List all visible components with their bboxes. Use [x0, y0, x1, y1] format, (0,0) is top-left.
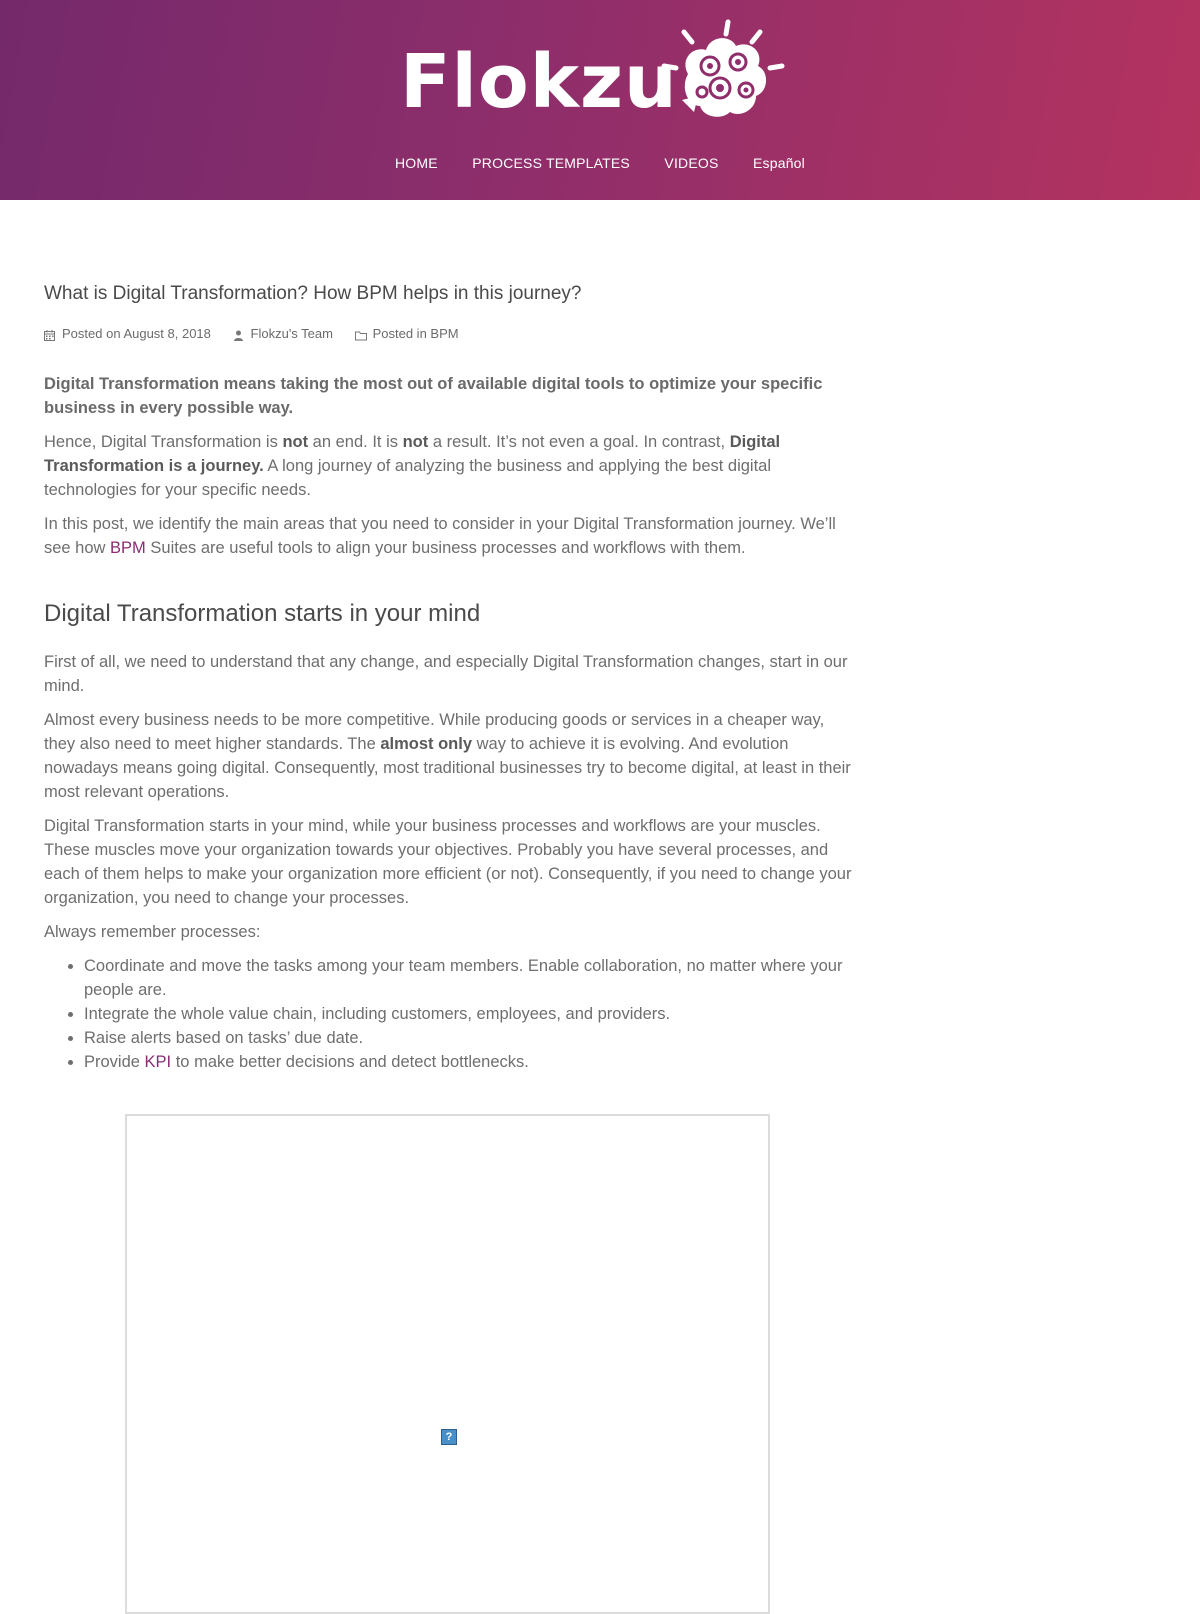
text-run: Hence, Digital Transformation is — [44, 433, 283, 451]
paragraph-competitive — [44, 708, 854, 804]
nav-videos[interactable]: VIDEOS — [664, 155, 719, 171]
bold-text: almost only — [380, 735, 473, 753]
nav-home[interactable]: HOME — [395, 155, 438, 171]
post-author[interactable]: Flokzu's Team — [250, 325, 333, 341]
section-heading: Digital Transformation starts in your mind — [44, 600, 481, 627]
bold-text: not — [402, 433, 429, 451]
text-run: In this post, we identify the main areas that you need to consider in your Digital Transformation journey. We’ll see how — [44, 515, 836, 557]
folder-icon — [355, 328, 366, 339]
list-item: • Integrate the whole value chain, including customers, employees, and providers. — [84, 1002, 854, 1026]
post-date[interactable]: Posted on August 8, 2018 — [62, 325, 211, 341]
text-run: to make better decisions and detect bottlenecks. — [171, 1053, 529, 1071]
text-run: Almost every business needs to be more competitive. While producing goods or services in a cheaper way, they also need to meet higher standards. The — [44, 711, 825, 753]
paragraph-journey — [44, 430, 854, 502]
post-lead: Digital Transformation means taking the most out of available digital tools to optimize your specific business in every possible way. — [44, 375, 823, 417]
bpm-link[interactable]: BPM — [110, 539, 146, 557]
text-run: Suites are useful tools to align your business processes and workflows with them. — [145, 539, 746, 557]
kpi-link[interactable]: KPI — [144, 1053, 172, 1071]
main-nav — [0, 150, 1200, 176]
bold-text: not — [282, 433, 309, 451]
paragraph-change: First of all, we need to understand that any change, and especially Digital Transformation changes, start in our mind. — [44, 653, 848, 695]
user-icon — [233, 328, 244, 339]
nav-language-espanol[interactable]: Español — [752, 155, 805, 171]
brain-gears-icon — [658, 16, 788, 124]
flokzu-logo[interactable] — [400, 16, 800, 126]
post-content — [44, 280, 854, 1084]
post-image-frame — [125, 1114, 770, 1614]
process-list — [84, 954, 854, 1074]
text-run: way to achieve it is evolving. And evolution nowadays means going digital. Consequently, most traditional businesses try to become digital, at least in their most relevant operations. — [44, 735, 851, 801]
text-run: a result. It’s not even a goal. In contrast, — [428, 433, 730, 451]
post-title: What is Digital Transformation? How BPM helps in this journey? — [44, 283, 582, 304]
site-header — [0, 0, 1200, 200]
logo-wordmark: Flokzu — [400, 39, 678, 125]
text-run: an end. It is — [308, 433, 403, 451]
list-item — [84, 1050, 854, 1074]
post-meta — [44, 324, 854, 342]
text-run: A long journey of analyzing the business and applying the best digital technologies for your specific needs. — [44, 457, 772, 499]
paragraph-remember: Always remember processes: — [44, 923, 261, 941]
paragraph-intro — [44, 512, 854, 560]
list-item: • Raise alerts based on tasks’ due date. — [84, 1026, 854, 1050]
list-item: • Coordinate and move the tasks among your team members. Enable collaboration, no matter where your people are. — [84, 954, 854, 1002]
broken-image-icon: ? — [441, 1429, 457, 1445]
post-category[interactable]: Posted in BPM — [372, 325, 459, 341]
nav-process-templates[interactable]: PROCESS TEMPLATES — [472, 155, 630, 171]
text-run: Provide — [84, 1053, 145, 1071]
bold-text: Digital Transformation is a journey. — [44, 433, 781, 475]
paragraph-muscles: Digital Transformation starts in your mind, while your business processes and workflows are your muscles. These muscles move your organization towards your objectives. Probably you have several processes, and each of them helps to make your organization more efficient (or not). Consequently, if you need to change your organization, you need to change your processes. — [44, 817, 852, 907]
calendar-icon — [44, 328, 55, 339]
